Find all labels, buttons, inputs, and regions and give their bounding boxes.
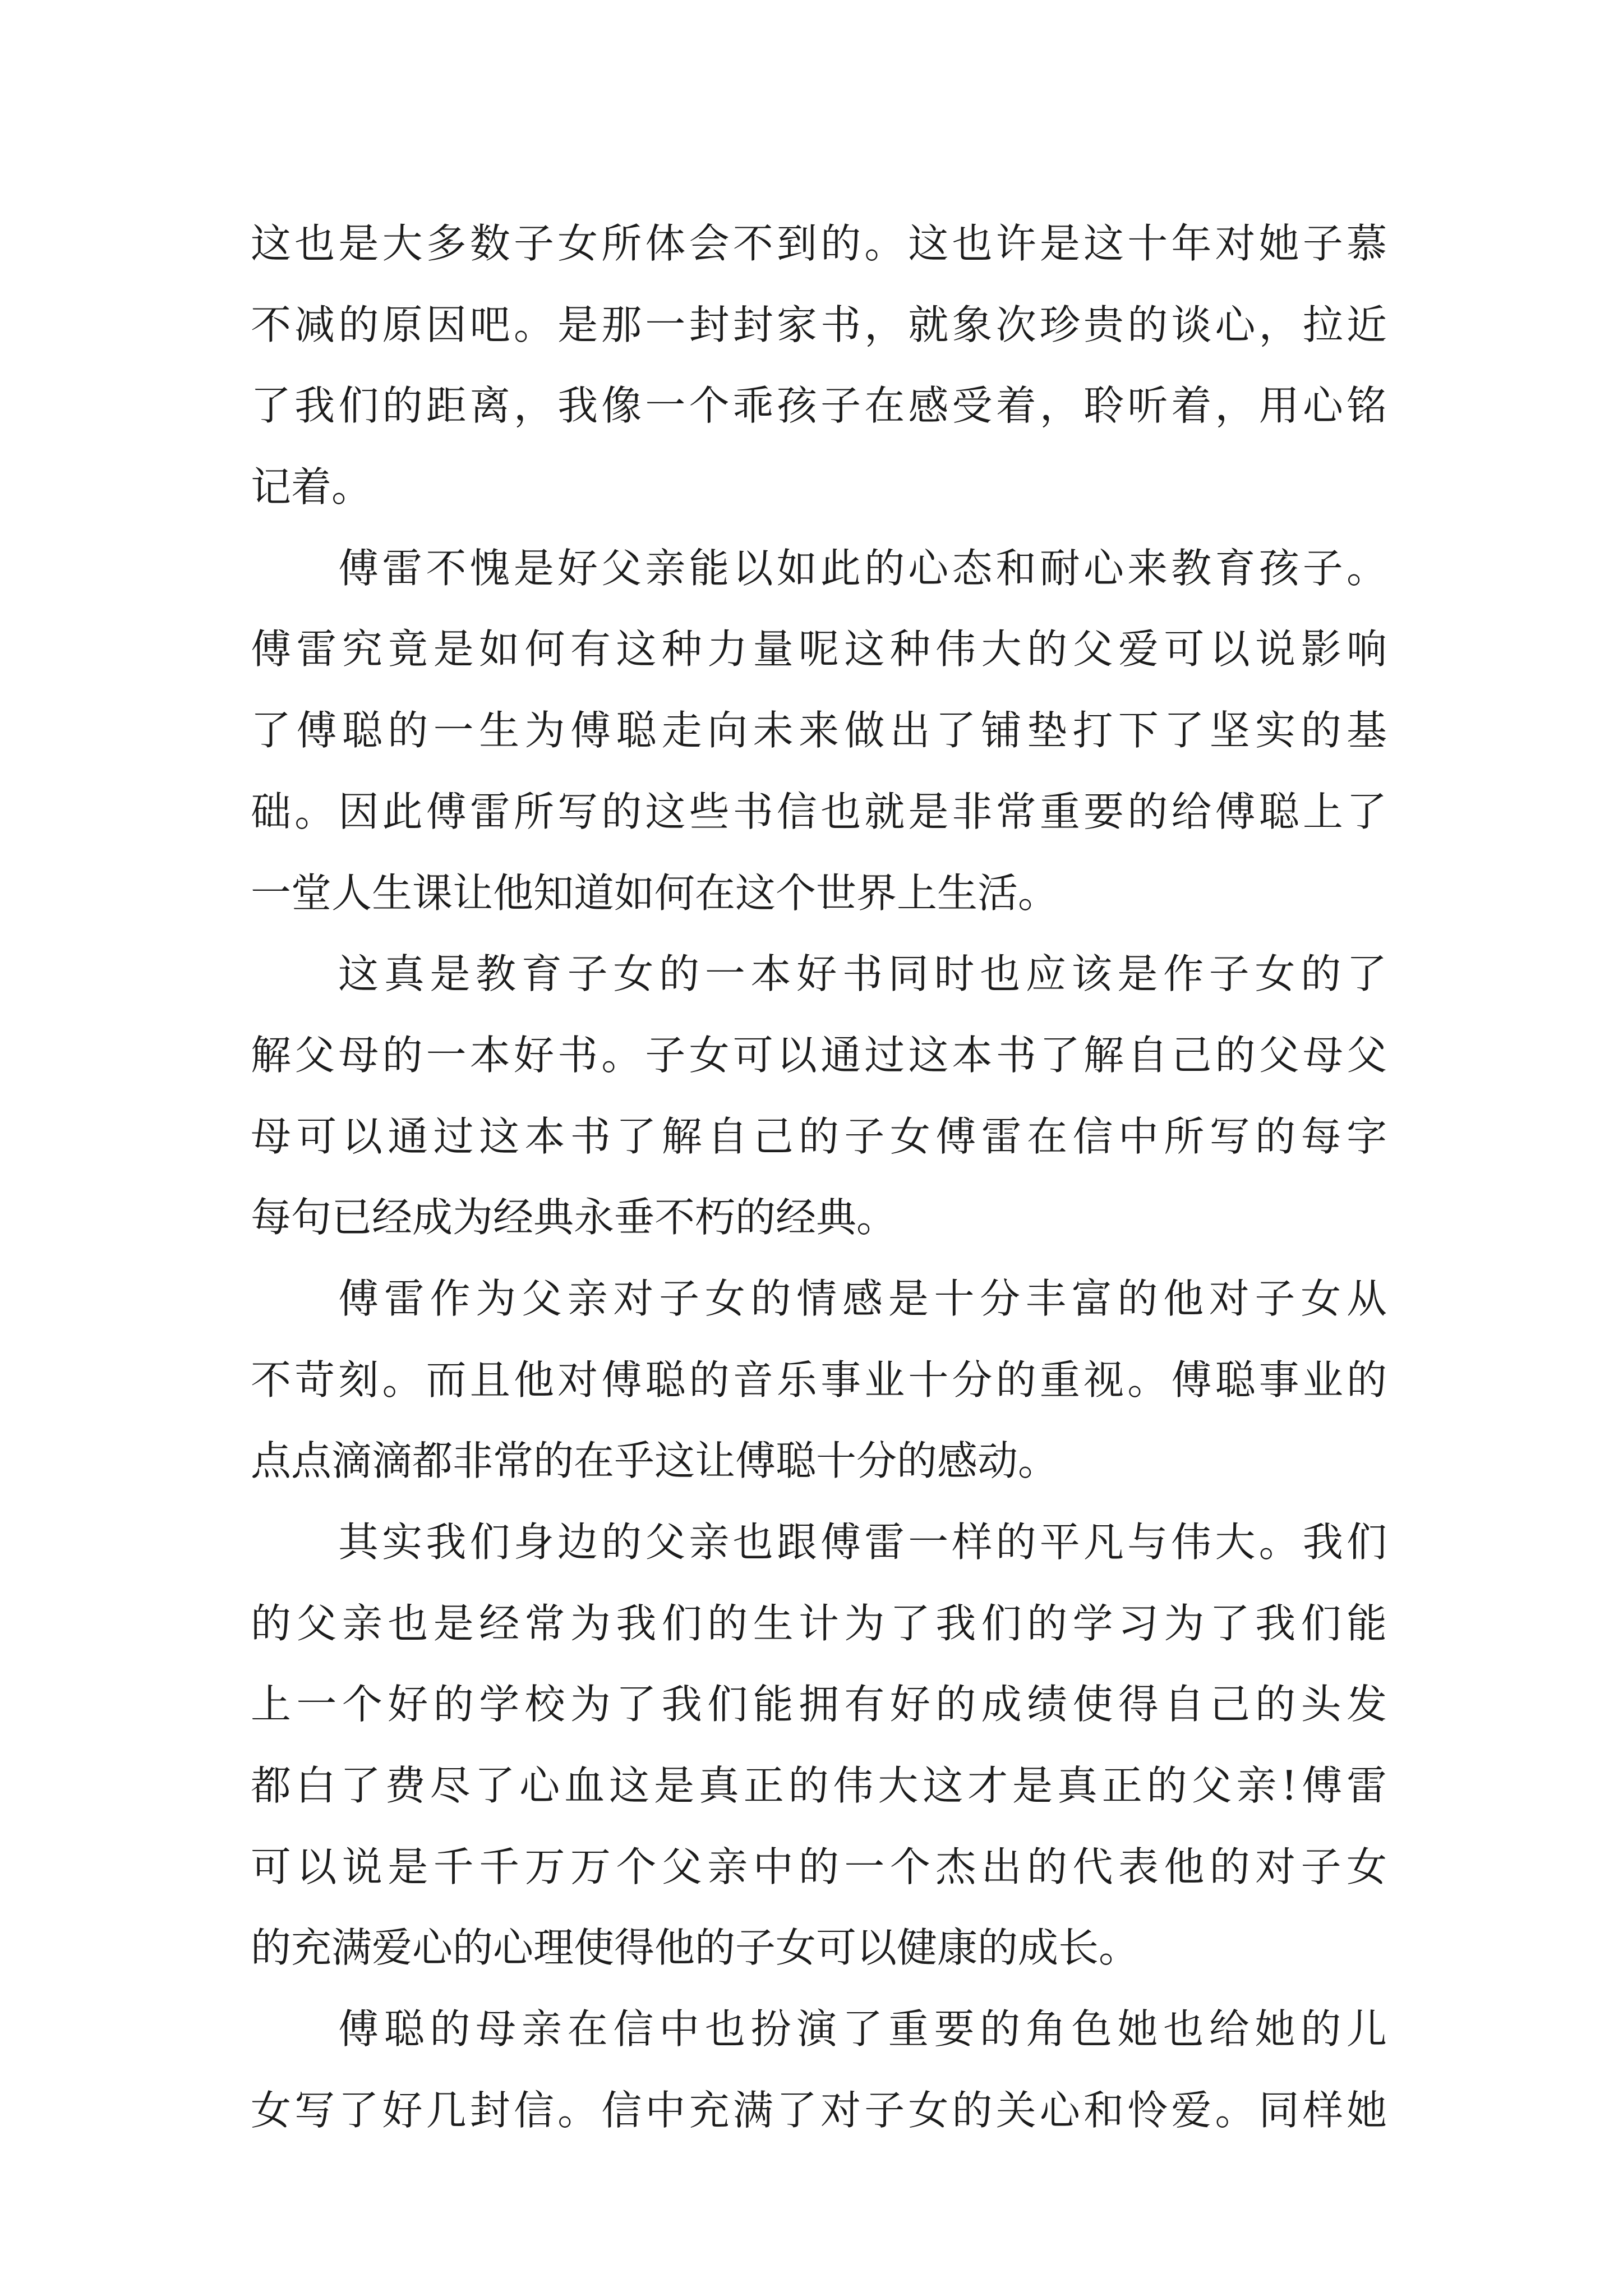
text-line: 每句已经成为经典永垂不朽的经典。 (251, 1194, 897, 1241)
text-line: 傅雷究竟是如何有这种力量呢这种伟大的父爱可以说影响 (251, 625, 1387, 673)
text-line: 了傅聪的一生为傅聪走向未来做出了铺垫打下了坚实的基 (251, 707, 1387, 754)
text-line: 其实我们身边的父亲也跟傅雷一样的平凡与伟大。我们 (338, 1519, 1387, 1566)
text-line: 母可以通过这本书了解自己的子女傅雷在信中所写的每字 (251, 1112, 1387, 1160)
paragraph (251, 1502, 1387, 1989)
text-line: 的父亲也是经常为我们的生计为了我们的学习为了我们能 (251, 1599, 1387, 1647)
paragraph (251, 528, 1387, 933)
text-line: 不减的原因吧。是那一封封家书，就象次珍贵的谈心，拉近 (251, 301, 1387, 348)
paragraph (251, 1258, 1387, 1502)
text-line: 这也是大多数子女所体会不到的。这也许是这十年对她子慕 (251, 220, 1387, 267)
text-line: 记着。 (251, 463, 372, 511)
text-line: 不苛刻。而且他对傅聪的音乐事业十分的重视。傅聪事业的 (251, 1356, 1387, 1404)
text-line: 的充满爱心的心理使得他的子女可以健康的成长。 (251, 1924, 1140, 1972)
text-line: 傅雷不愧是好父亲能以如此的心态和耐心来教育孩子。 (338, 544, 1387, 592)
text-line: 础。因此傅雷所写的这些书信也就是非常重要的给傅聪上了 (251, 788, 1387, 835)
text-line: 这真是教育子女的一本好书同时也应该是作子女的了 (338, 950, 1387, 998)
paragraph (251, 1989, 1387, 2151)
text-line: 了我们的距离，我像一个乖孩子在感受着，聆听着，用心铭 (251, 382, 1387, 430)
text-line: 傅聪的母亲在信中也扮演了重要的角色她也给她的儿 (338, 2005, 1387, 2053)
text-line: 傅雷作为父亲对子女的情感是十分丰富的他对子女从 (338, 1274, 1387, 1322)
paragraph (251, 203, 1387, 528)
text-line: 可以说是千千万万个父亲中的一个杰出的代表他的对子女 (251, 1843, 1387, 1890)
text-line: 点点滴滴都非常的在乎这让傅聪十分的感动。 (251, 1437, 1059, 1485)
text-line: 上一个好的学校为了我们能拥有好的成绩使得自己的头发 (251, 1681, 1387, 1728)
body-text (251, 203, 1387, 2151)
text-line: 女写了好几封信。信中充满了对子女的关心和怜爱。同样她 (251, 2086, 1387, 2134)
text-line: 解父母的一本好书。子女可以通过这本书了解自己的父母父 (251, 1031, 1387, 1079)
text-line: 一堂人生课让他知道如何在这个世界上生活。 (251, 869, 1059, 917)
paragraph (251, 933, 1387, 1258)
text-line: 都白了费尽了心血这是真正的伟大这才是真正的父亲!傅雷 (251, 1762, 1387, 1810)
